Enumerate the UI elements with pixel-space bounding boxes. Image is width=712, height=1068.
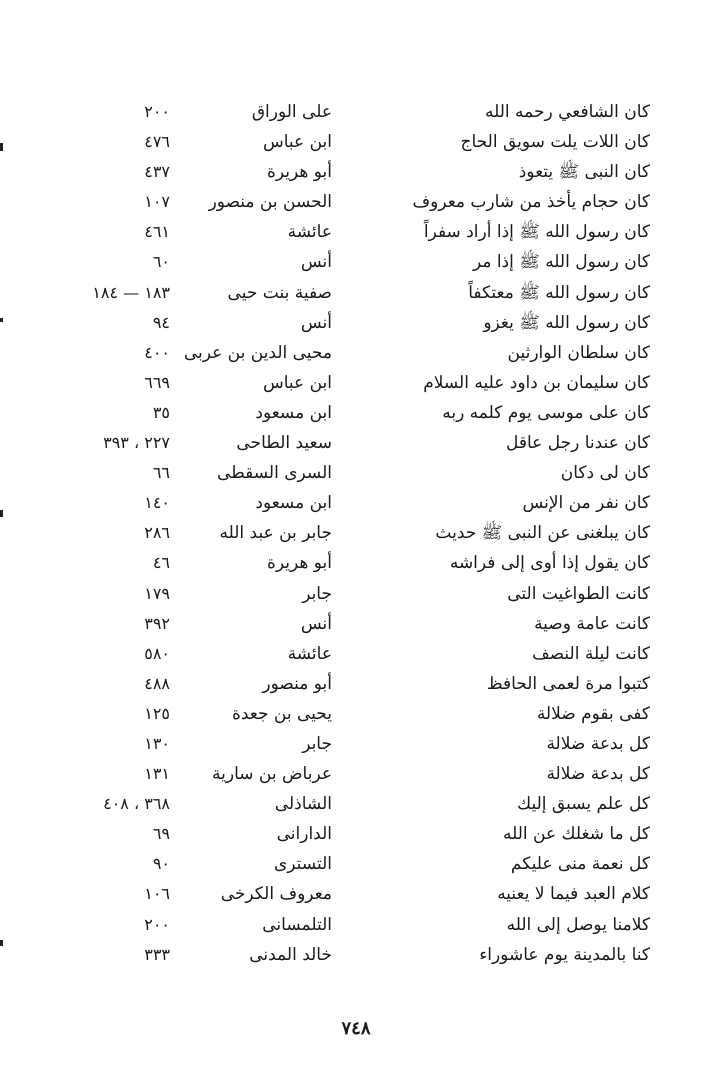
index-row — [0, 308, 712, 338]
page-reference: ٤٧٦ — [144, 132, 170, 152]
hadith-phrase: كان نفر من الإنس — [522, 493, 650, 514]
hadith-phrase: كان رسول الله ﷺ يغزو — [483, 312, 650, 333]
narrator-name: معروف الكرخى — [220, 884, 332, 905]
narrator-name: ابن عباس — [262, 372, 332, 393]
narrator-name: جابر — [302, 583, 332, 604]
page-reference: ١٨٣ — ١٨٤ — [92, 282, 170, 302]
hadith-phrase: كل بدعة ضلالة — [546, 764, 650, 785]
hadith-phrase: كنا بالمدينة يوم عاشوراء — [479, 944, 650, 965]
page-reference: ٦٩ — [152, 824, 170, 844]
index-row — [0, 729, 712, 759]
hadith-phrase: كان اللات يلت سويق الحاج — [460, 132, 650, 153]
index-row — [0, 157, 712, 187]
page-reference: ١٤٠ — [144, 493, 170, 513]
narrator-name: جابر — [302, 733, 332, 754]
index-row — [0, 217, 712, 247]
narrator-name: يحيى بن جعدة — [231, 703, 332, 724]
narrator-name: جابر بن عبد الله — [219, 523, 332, 544]
index-row — [0, 278, 712, 308]
narrator-name: محيى الدين بن عربى — [183, 342, 332, 363]
page-reference: ٦٦٩ — [144, 372, 170, 392]
page-reference: ٩٤ — [152, 312, 170, 332]
page-reference: ٣٣٣ — [144, 944, 170, 964]
hadith-phrase: كفى بقوم ضلالة — [536, 703, 650, 724]
page-reference: ٩٠ — [152, 854, 170, 874]
index-row — [0, 368, 712, 398]
index-row — [0, 548, 712, 578]
hadith-phrase: كان عندنا رجل عاقل — [506, 433, 650, 454]
index-row — [0, 127, 712, 157]
page-reference: ٢٠٠ — [144, 102, 170, 121]
index-row — [0, 849, 712, 879]
index-row — [0, 639, 712, 669]
index-table — [0, 97, 712, 970]
hadith-phrase: كلامنا يوصل إلى الله — [506, 914, 650, 935]
index-row — [0, 609, 712, 639]
index-row — [0, 940, 712, 970]
hadith-phrase: كل ما شغلك عن الله — [503, 824, 650, 845]
hadith-phrase: كانت الطواغيت التى — [507, 583, 650, 604]
page-reference: ٢٢٧ ، ٣٩٣ — [103, 433, 170, 453]
page-number: ٧٤٨ — [341, 1018, 371, 1039]
narrator-name: ابن مسعود — [255, 402, 332, 423]
narrator-name: التسترى — [273, 854, 332, 875]
hadith-phrase: كل علم يسبق إليك — [517, 794, 650, 815]
page-reference: ١٠٧ — [144, 192, 170, 212]
index-row — [0, 247, 712, 277]
page-reference: ١٣٠ — [144, 733, 170, 753]
hadith-phrase: كان سلطان الوارثين — [507, 342, 650, 363]
hadith-phrase: كان رسول الله ﷺ معتكفاً — [468, 282, 650, 303]
hadith-phrase: كان يقول إذا أوى إلى فراشه — [449, 553, 650, 574]
hadith-phrase: كتبوا مرة لعمى الحافظ — [486, 673, 650, 694]
page-reference: ٣٦٨ ، ٤٠٨ — [103, 794, 170, 814]
page-reference: ١٧٩ — [144, 583, 170, 603]
index-row — [0, 789, 712, 819]
page-reference: ٤٦١ — [144, 222, 170, 242]
narrator-name: الدارانى — [276, 824, 332, 845]
page-reference: ٤٠٠ — [144, 342, 170, 362]
page-reference: ٦٠ — [152, 252, 170, 272]
narrator-name: أنس — [300, 613, 332, 634]
narrator-name: على الوراق — [251, 102, 332, 122]
page-reference: ٤٦ — [152, 553, 170, 573]
index-row — [0, 819, 712, 849]
narrator-name: السرى السقطى — [217, 463, 332, 484]
narrator-name: أنس — [300, 312, 332, 333]
scan-edge-mark — [0, 510, 3, 517]
index-row — [0, 579, 712, 609]
index-row — [0, 518, 712, 548]
index-row — [0, 879, 712, 909]
index-row — [0, 97, 712, 127]
hadith-phrase: كان الشافعي رحمه الله — [484, 102, 650, 122]
index-row — [0, 338, 712, 368]
narrator-name: أبو هريرة — [266, 162, 332, 183]
hadith-phrase: كان يبلغنى عن النبى ﷺ حديث — [435, 523, 650, 544]
page-reference: ١٢٥ — [144, 703, 170, 723]
hadith-phrase: كان رسول الله ﷺ إذا أراد سفراً — [423, 222, 650, 243]
hadith-phrase: كان سليمان بن داود عليه السلام — [423, 372, 650, 393]
hadith-phrase: كان النبى ﷺ يتعوذ — [518, 162, 650, 183]
index-row — [0, 669, 712, 699]
narrator-name: أنس — [300, 252, 332, 273]
index-row — [0, 699, 712, 729]
narrator-name: عرباض بن سارية — [212, 764, 332, 785]
page-reference: ٣٩٢ — [144, 613, 170, 633]
narrator-name: ابن عباس — [262, 132, 332, 153]
hadith-phrase: كلام العبد فيما لا يعنيه — [497, 884, 650, 905]
index-row — [0, 488, 712, 518]
narrator-name: سعيد الطاحى — [236, 433, 332, 454]
hadith-phrase: كانت ليلة النصف — [532, 643, 650, 664]
narrator-name: الحسن بن منصور — [208, 192, 332, 213]
index-row — [0, 910, 712, 940]
hadith-phrase: كانت عامة وصية — [534, 613, 650, 634]
narrator-name: عائشة — [287, 643, 332, 664]
index-row — [0, 428, 712, 458]
page-reference: ٥٨٠ — [144, 643, 170, 663]
index-row — [0, 759, 712, 789]
narrator-name: عائشة — [287, 222, 332, 243]
hadith-phrase: كان رسول الله ﷺ إذا مر — [472, 252, 650, 273]
hadith-phrase: كان حجام يأخذ من شارب معروف — [412, 192, 650, 213]
hadith-phrase: كان لى دكان — [560, 463, 650, 484]
index-row — [0, 398, 712, 428]
page-reference: ١٣١ — [144, 764, 170, 784]
narrator-name: خالد المدنى — [249, 944, 332, 965]
narrator-name: أبو منصور — [262, 673, 332, 694]
index-row — [0, 187, 712, 217]
hadith-phrase: كان على موسى يوم كلمه ربه — [442, 402, 650, 423]
hadith-phrase: كل بدعة ضلالة — [546, 733, 650, 754]
page-reference: ٢٠٠ — [144, 914, 170, 934]
narrator-name: ابن مسعود — [255, 493, 332, 514]
scan-edge-mark — [0, 940, 3, 946]
hadith-phrase: كل نعمة منى عليكم — [510, 854, 650, 875]
narrator-name: الشاذلى — [274, 794, 332, 815]
page-reference: ٦٦ — [152, 463, 170, 483]
page-reference: ١٠٦ — [144, 884, 170, 904]
page-reference: ٢٨٦ — [144, 523, 170, 543]
scan-edge-mark — [0, 143, 3, 151]
index-row — [0, 458, 712, 488]
narrator-name: أبو هريرة — [266, 553, 332, 574]
page-reference: ٤٣٧ — [144, 162, 170, 182]
narrator-name: صفية بنت حيى — [227, 282, 332, 303]
page-reference: ٤٨٨ — [144, 673, 170, 693]
page-reference: ٣٥ — [152, 402, 170, 422]
narrator-name: التلمسانى — [262, 914, 332, 935]
scan-edge-mark — [0, 318, 3, 322]
